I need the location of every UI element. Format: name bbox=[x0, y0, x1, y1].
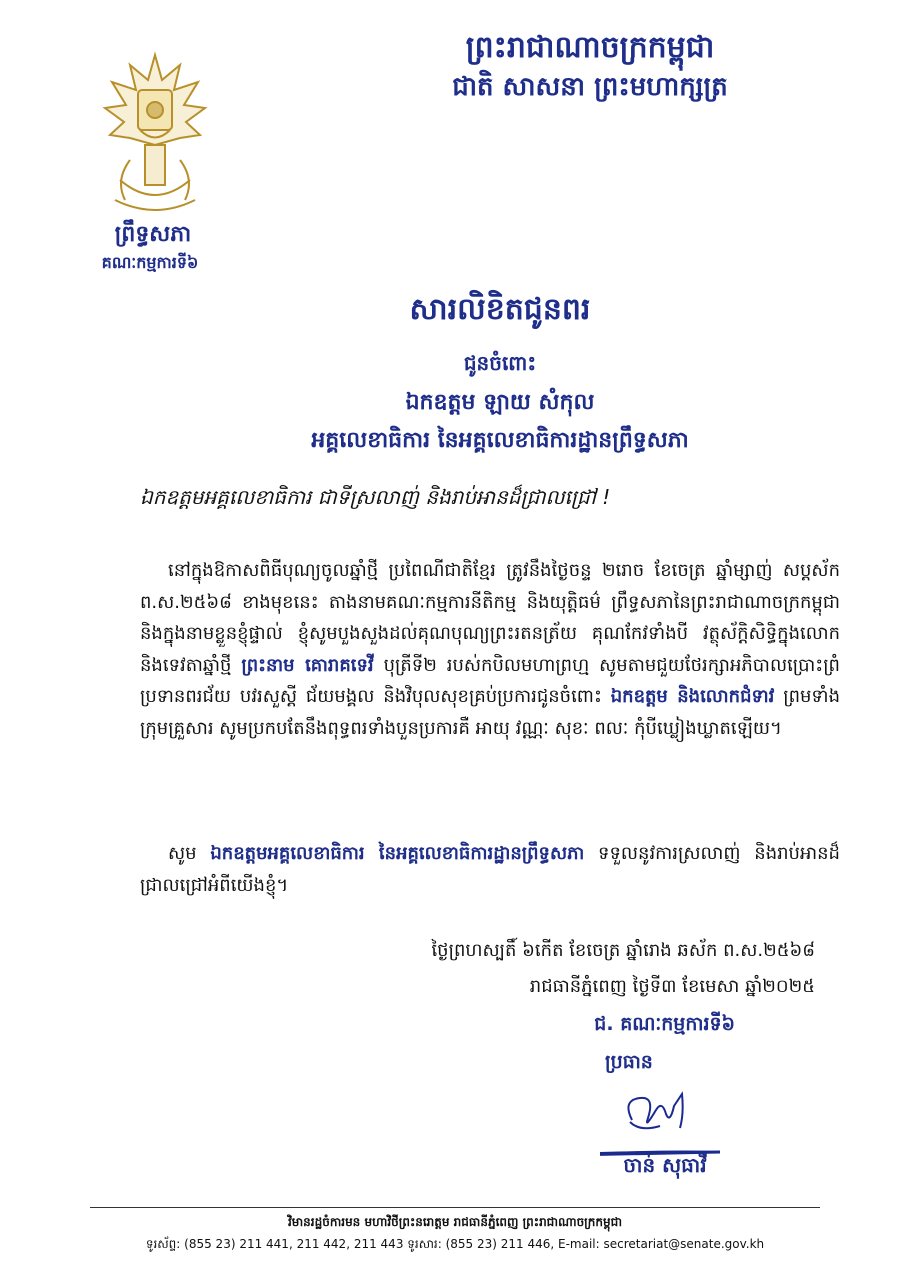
footer-contact: ទូរស័ព្ទ: (855 23) 211 441, 211 442, 211 443 ទូរសារ: (855 23) 211 446, E-mail: secretariat@senate.gov.kh bbox=[145, 1237, 765, 1251]
national-motto: ជាតិ សាសនា ព្រះមហាក្សត្រ bbox=[452, 72, 728, 102]
body-text-2: បុត្រីទី២ របស់កបិលមហាព្រហ្ម សូមតាមជួយថែរក្សាអភិបាលប្រោះព្រំ ប្រទានពរជ័យ បវរសួស្តី ជ័យមង្គល និងវិបុលសុខគ្រប់ប្រការជូនចំពោះ bbox=[140, 654, 840, 707]
signer-role: ប្រធាន bbox=[605, 1051, 653, 1073]
body-bold-1: ព្រះនាម គោរាគទេវី bbox=[241, 654, 374, 676]
letter-title: សារលិខិតជូនពរ bbox=[409, 292, 591, 327]
sender-institution: ព្រឹទ្ធសភា bbox=[114, 221, 192, 247]
signer-organization: ជ. គណៈកម្មការទី៦ bbox=[594, 1013, 735, 1035]
closing-text-1: សូម bbox=[168, 843, 197, 864]
closing-paragraph bbox=[140, 838, 840, 901]
to-label: ជូនចំពោះ bbox=[463, 351, 537, 375]
senate-emblem-logo bbox=[100, 50, 210, 220]
closing-text-2: ទទួលនូវការស្រលាញ់ និងរាប់អានដ៏ជ្រាលជ្រៅអំពីយើងខ្ញុំ។ bbox=[140, 843, 840, 896]
footer-address: វិមានរដ្ឋចំការមន មហាវិថីព្រះនរោត្តម រាជធានីភ្នំពេញ ព្រះរាជាណាចក្រកម្ពុជា bbox=[287, 1215, 623, 1229]
signer-name: ចាន់ សុធាវី bbox=[623, 1153, 707, 1177]
body-paragraph bbox=[140, 555, 840, 744]
date-place: រាជធានីភ្នំពេញ ថ្ងៃទី៣ ខែមេសា ឆ្នាំ២០២៥ bbox=[529, 976, 815, 997]
footer-divider bbox=[90, 1207, 820, 1208]
body-bold-2: ឯកឧត្តម និងលោកជំទាវ bbox=[610, 686, 775, 707]
body-text-1: នៅក្នុងឱកាសពិធីបុណ្យចូលឆ្នាំថ្មី ប្រពៃណីជាតិខ្មែរ ត្រូវនឹងថ្ងៃចន្ទ ២រោច ខែចេត្រ ឆ្នាំម្សាញ់ សប្តស័ក ព.ស.២៥៦៨ ខាងមុខនេះ តាងនាមគណៈកម្មការនីតិកម្ម និងយុត្តិធម៌ ព្រឹទ្ធសភានៃព្រះរាជាណាចក្រកម្ពុជា និងក្នុងនាមខ្លួនខ្ញុំផ្ទាល់ ខ្ញុំសូមបួងសួងដល់គុណបុណ្យព្រះរតនត្រ័យ គុណកែវទាំងបី វត្ថុស័ក្តិសិទ្ធិក្នុងលោក និងទេវតាឆ្នាំថ្មី bbox=[140, 560, 840, 676]
date-lunar: ថ្ងៃព្រហស្បតិ៍ ៦កើត ខែចេត្រ ឆ្នាំរោង ឆស័ក ព.ស.២៥៦៨ bbox=[431, 940, 815, 961]
sender-commission: គណៈកម្មការទី៦ bbox=[101, 253, 199, 272]
recipient-name: ឯកឧត្តម ឡាយ សំកុល bbox=[405, 389, 595, 415]
salutation: ឯកឧត្តមអគ្គលេខាធិការ ជាទីស្រលាញ់ និងរាប់អានដ៏ជ្រាលជ្រៅ ! bbox=[140, 485, 611, 509]
recipient-title: អគ្គលេខាធិការ នៃអគ្គលេខាធិការដ្ឋានព្រឹទ្ធសភា bbox=[311, 427, 689, 453]
body-text-3: ព្រមទាំងក្រុមគ្រួសារ សូមប្រកបតែនឹងពុទ្ធពរទាំងបួនប្រការគឺ អាយុ វណ្ណៈ សុខៈ ពលៈ កុំបីឃ្លៀងឃ្លាតឡើយ។ bbox=[140, 686, 840, 739]
kingdom-heading: ព្រះរាជាណាចក្រកម្ពុជា bbox=[465, 30, 715, 65]
closing-bold: ឯកឧត្តមអគ្គលេខាធិការ នៃអគ្គលេខាធិការដ្ឋានព្រឹទ្ធសភា bbox=[210, 843, 585, 864]
